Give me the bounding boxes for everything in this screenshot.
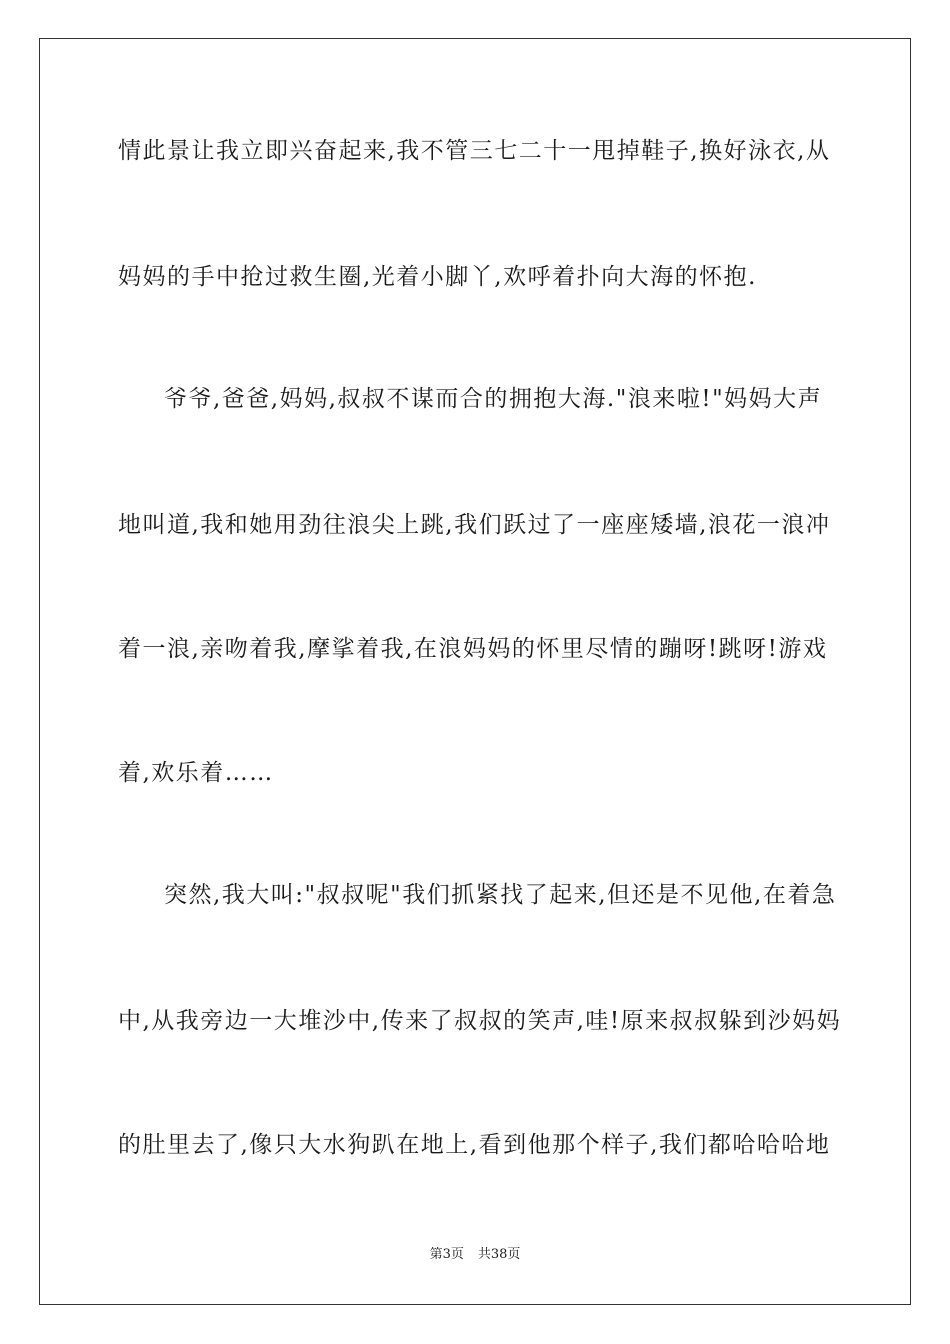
paragraph-line-5: 着一浪,亲吻着我,摩挲着我,在浪妈妈的怀里尽情的蹦呀!跳呀!游戏 [118, 636, 828, 662]
paragraph-line-4: 地叫道,我和她用劲往浪尖上跳,我们跃过了一座座矮墙,浪花一浪冲 [118, 512, 831, 538]
paragraph-line-7: 突然,我大叫:"叔叔呢"我们抓紧找了起来,但还是不见他,在着急 [164, 882, 837, 908]
page-number: 第3页 [429, 1247, 464, 1262]
paragraph-line-2: 妈妈的手中抢过救生圈,光着小脚丫,欢呼着扑向大海的怀抱. [118, 264, 757, 290]
paragraph-line-6: 着,欢乐着…… [118, 760, 274, 786]
paragraph-line-3: 爷爷,爸爸,妈妈,叔叔不谋而合的拥抱大海."浪来啦!"妈妈大声 [164, 386, 823, 412]
total-pages: 共38页 [477, 1247, 521, 1262]
page-border [39, 38, 911, 1305]
page-footer [0, 1247, 950, 1263]
paragraph-line-1: 情此景让我立即兴奋起来,我不管三七二十一甩掉鞋子,换好泳衣,从 [118, 138, 831, 164]
paragraph-line-8: 中,从我旁边一大堆沙中,传来了叔叔的笑声,哇!原来叔叔躲到沙妈妈 [118, 1008, 842, 1034]
paragraph-line-9: 的肚里去了,像只大水狗趴在地上,看到他那个样子,我们都哈哈哈地 [118, 1132, 831, 1158]
